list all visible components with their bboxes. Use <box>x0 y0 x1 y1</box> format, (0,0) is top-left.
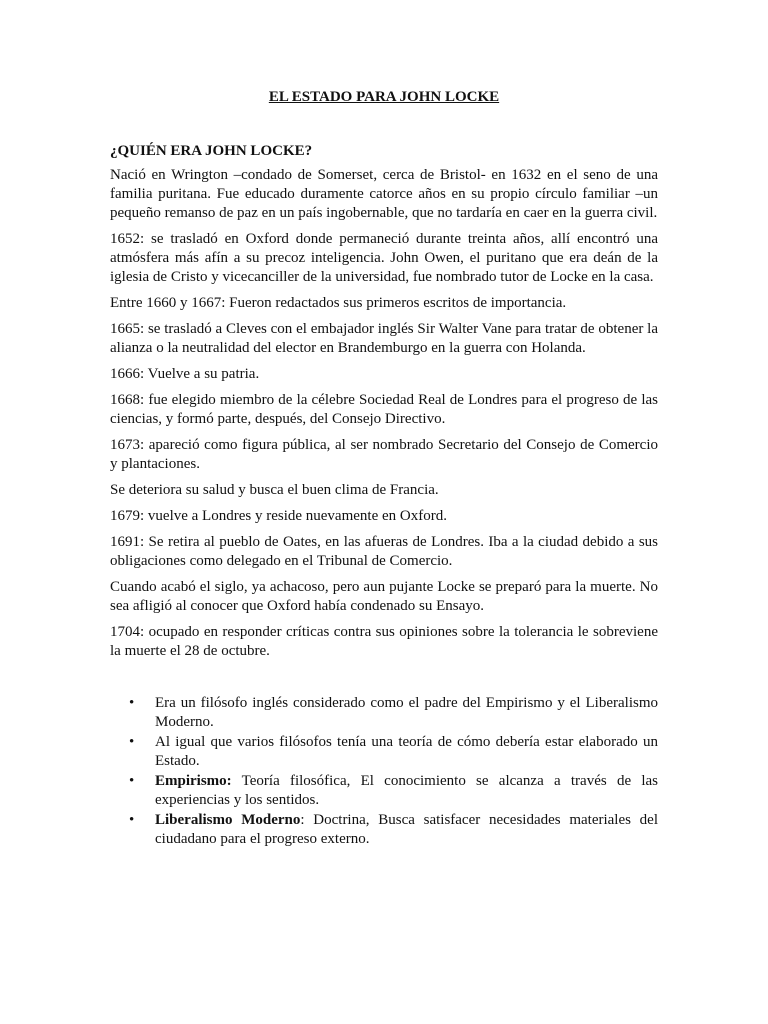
bullet-text: Al igual que varios filósofos tenía una teoría de cómo debería estar elaborado un Estado. <box>155 734 658 769</box>
paragraph-health: Se deteriora su salud y busca el buen clima de Francia. <box>110 482 439 498</box>
paragraph-1673: 1673: apareció como figura pública, al ser nombrado Secretario del Consejo de Comercio y plantaciones. <box>110 437 658 472</box>
bullet-icon: • <box>129 812 135 828</box>
list-item <box>110 772 658 810</box>
bullet-text: Era un filósofo inglés considerado como el padre del Empirismo y el Liberalismo Moderno. <box>155 695 658 730</box>
paragraph-century-end: Cuando acabó el siglo, ya achacoso, pero aun pujante Locke se preparó para la muerte. No sea afligió al conocer que Oxford había condenado su Ensayo. <box>110 579 658 614</box>
bullet-icon: • <box>129 695 135 711</box>
section-heading: ¿QUIÉN ERA JOHN LOCKE? <box>110 143 313 159</box>
list-item <box>110 694 658 732</box>
paragraph-1652: 1652: se trasladó en Oxford donde permaneció durante treinta años, allí encontró una atmósfera más afín a su precoz inteligencia. John Owen, el puritano que era deán de la iglesia de Cristo y vicecanciller de la universidad, fue nombrado tutor de Locke en la casa. <box>110 231 658 285</box>
paragraph-1679: 1679: vuelve a Londres y reside nuevamente en Oxford. <box>110 508 447 524</box>
paragraph-birth: Nació en Wrington –condado de Somerset, cerca de Bristol- en 1632 en el seno de una familia puritana. Fue educado duramente catorce años en su propio círculo familiar –un pequeño remanso de paz en un país ingobernable, que no tardaría en caer en la guerra civil. <box>110 167 658 221</box>
paragraph-1691: 1691: Se retira al pueblo de Oates, en las afueras de Londres. Iba a la ciudad debido a sus obligaciones como delegado en el Tribunal de Comercio. <box>110 534 658 569</box>
bullet-icon: • <box>129 734 135 750</box>
bullet-term: Liberalismo Moderno <box>155 812 301 828</box>
list-item <box>110 811 658 849</box>
document-title: EL ESTADO PARA JOHN LOCKE <box>268 89 500 105</box>
paragraph-1704: 1704: ocupado en responder críticas contra sus opiniones sobre la tolerancia le sobreviene la muerte el 28 de octubre. <box>110 624 658 659</box>
list-item <box>110 733 658 771</box>
bullet-list <box>110 694 658 849</box>
bullet-icon: • <box>129 773 135 789</box>
paragraph-1666: 1666: Vuelve a su patria. <box>110 366 260 382</box>
bullet-text: Teoría filosófica, El conocimiento se alcanza a través de las experiencias y los sentidos. <box>155 773 658 808</box>
bullet-term: Empirismo: <box>155 773 232 789</box>
paragraph-1660-1667: Entre 1660 y 1667: Fueron redactados sus primeros escritos de importancia. <box>110 295 567 311</box>
bullet-text: : Doctrina, Busca satisfacer necesidades materiales del ciudadano para el progreso externo. <box>155 812 659 847</box>
paragraph-1668: 1668: fue elegido miembro de la célebre Sociedad Real de Londres para el progreso de las ciencias, y formó parte, después, del Consejo Directivo. <box>110 392 658 427</box>
paragraph-1665: 1665: se trasladó a Cleves con el embajador inglés Sir Walter Vane para tratar de obtener la alianza o la neutralidad del elector en Brandemburgo en la guerra con Holanda. <box>110 321 658 356</box>
